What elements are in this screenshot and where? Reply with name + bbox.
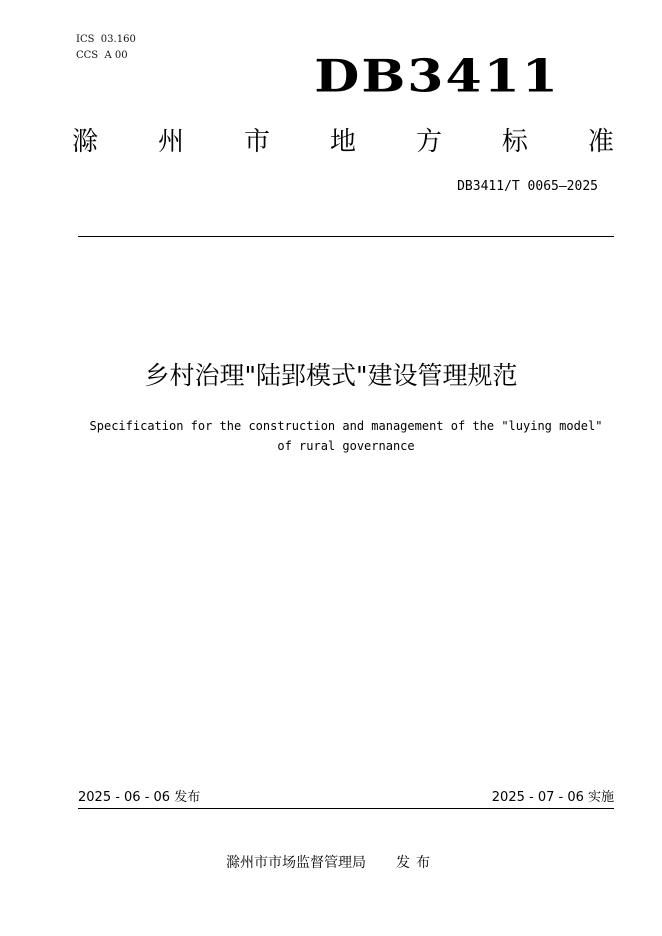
implement-date: 2025 - 07 - 06 实施 — [491, 790, 614, 805]
ccs-code: CCS A 00 — [76, 50, 128, 61]
db-logo: DB3411 — [314, 50, 560, 103]
document-title-english — [60, 416, 632, 456]
standard-type-char: 标 — [501, 127, 528, 157]
publish-date: 2025 - 06 - 06 发布 — [78, 790, 201, 805]
standard-type-char: 方 — [415, 127, 442, 157]
classification-codes — [76, 32, 136, 64]
ics-code: ICS 03.160 — [76, 34, 136, 45]
standard-type-char: 准 — [587, 127, 614, 157]
bottom-divider — [78, 808, 614, 809]
english-title-line-2: of rural governance — [277, 439, 415, 453]
issuing-authority — [0, 852, 662, 874]
issuer-name: 滁州市市场监督管理局 — [226, 855, 366, 871]
document-title-chinese: 乡村治理"陆郢模式"建设管理规范 — [144, 361, 518, 390]
standard-type-heading — [72, 124, 614, 160]
date-row — [78, 788, 614, 808]
standard-number: DB3411/T 0065—2025 — [457, 179, 598, 194]
issue-label: 发布 — [396, 855, 436, 871]
standard-type-char: 滁 — [72, 127, 99, 157]
standard-type-char: 市 — [243, 127, 270, 157]
english-title-line-1: Specification for the construction and management of the "luying model" — [89, 419, 603, 433]
standard-type-char: 地 — [329, 127, 356, 157]
top-divider — [78, 236, 614, 237]
standard-type-char: 州 — [157, 127, 184, 157]
